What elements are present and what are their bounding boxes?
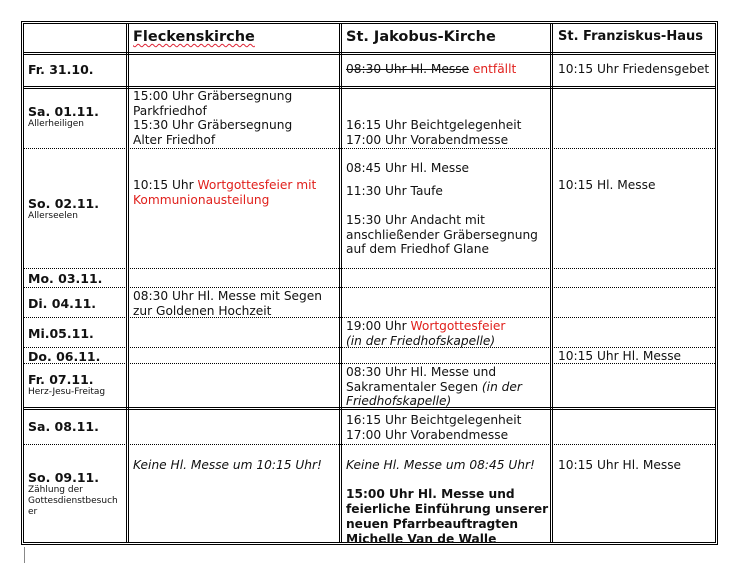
event-block [346, 413, 521, 442]
event-block [133, 89, 292, 147]
event-line [346, 319, 505, 334]
event-notice: Keine Hl. Messe um 08:45 Uhr! [346, 458, 535, 472]
day-label: So. 09.11. [28, 470, 99, 485]
event-line: 16:15 Uhr Beichtgelegenheit [346, 413, 522, 427]
event-highlight: Kommunionausteilung [133, 192, 270, 207]
day-note: Gottesdienstbesuch [28, 496, 118, 506]
day-label: So. 02.11. [28, 196, 99, 211]
event-line: zur Goldenen Hochzeit [133, 303, 272, 318]
day-label: Mi.05.11. [28, 326, 94, 341]
day-note: Allerheiligen [28, 119, 84, 129]
event-line: 15:30 Uhr Andacht mit [346, 213, 485, 227]
event-line: Parkfriedhof [133, 103, 207, 118]
event-line: neuen Pfarrbeauftragten [346, 517, 519, 531]
day-cell [28, 372, 105, 398]
cancelled-note: entfällt [472, 62, 517, 76]
day-note: Herz-Jesu-Freitag [28, 387, 106, 397]
event-line: 15:00 Uhr Gräbersegnung [133, 89, 293, 103]
day-label: Fr. 31.10. [28, 62, 94, 77]
header-jakobus: St. Jakobus-Kirche [346, 29, 496, 45]
header-fleckenskirche [133, 28, 255, 46]
header-franziskus: St. Franziskus-Haus [558, 29, 703, 44]
row-divider [24, 444, 715, 445]
day-label: Mo. 03.11. [28, 271, 103, 286]
event-highlight: Wortgottesfeier mit [197, 178, 317, 192]
event-line: 08:30 Uhr Hl. Messe mit Segen [133, 289, 323, 303]
event-location: (in der [481, 379, 522, 394]
event: 10:15 Hl. Messe [558, 178, 656, 192]
row-divider [24, 287, 715, 288]
day-cell [28, 104, 99, 130]
event: 11:30 Uhr Taufe [346, 184, 443, 198]
event-line: Michelle Van de Walle [346, 532, 497, 546]
event-time: 10:15 Uhr [133, 178, 194, 192]
event-block [133, 178, 316, 207]
day-note: Zählung der [28, 485, 83, 495]
event-cancelled [346, 62, 516, 77]
day-cell [28, 470, 118, 518]
event-block [346, 487, 548, 547]
column-divider [126, 24, 129, 542]
event: 08:45 Uhr Hl. Messe [346, 161, 470, 175]
row-divider [24, 52, 715, 55]
event-line: 17:00 Uhr Vorabendmesse [346, 427, 509, 442]
event-block [346, 213, 538, 257]
event-location: Friedhofskapelle) [346, 394, 452, 408]
day-note: Allerseelen [28, 211, 78, 221]
event-block [346, 365, 522, 409]
event-line: Alter Friedhof [133, 132, 216, 147]
event-line: 17:00 Uhr Vorabendmesse [346, 132, 509, 147]
event: 10:15 Uhr Hl. Messe [558, 349, 682, 363]
event: 10:15 Uhr Friedensgebet [558, 62, 710, 76]
column-divider [550, 24, 553, 542]
row-divider [24, 86, 715, 89]
event: 10:15 Uhr Hl. Messe [558, 458, 682, 472]
event-block [133, 289, 322, 318]
event-location: (in der Friedhofskapelle) [346, 333, 496, 348]
row-divider [24, 268, 715, 269]
column-divider [339, 24, 342, 542]
day-label: Sa. 01.11. [28, 104, 99, 119]
day-label: Sa. 08.11. [28, 419, 99, 434]
event-line: 16:15 Uhr Beichtgelegenheit [346, 118, 522, 132]
event-text: Sakramentaler Segen [346, 379, 479, 394]
event-block [346, 319, 505, 348]
day-note: er [28, 507, 38, 517]
header-text: Fleckenskirche [133, 29, 255, 45]
row-divider [24, 317, 715, 318]
event-time: 19:00 Uhr [346, 319, 407, 333]
event-line: feierliche Einführung unserer [346, 502, 549, 516]
day-label: Fr. 07.11. [28, 372, 94, 387]
text-cursor [24, 547, 25, 563]
event-block [346, 118, 521, 147]
event-line [346, 380, 522, 395]
cancelled-event: 08:30 Uhr Hl. Messe [346, 62, 470, 76]
day-label: Di. 04.11. [28, 296, 97, 311]
row-divider [24, 148, 715, 149]
event-line: 08:30 Uhr Hl. Messe und [346, 365, 497, 379]
event-line: 15:30 Uhr Gräbersegnung [133, 118, 293, 132]
event-line: 15:00 Uhr Hl. Messe und [346, 487, 515, 501]
event-line [133, 178, 316, 193]
day-cell [28, 196, 99, 222]
event-highlight: Wortgottesfeier [410, 319, 506, 333]
event-line: auf dem Friedhof Glane [346, 242, 489, 256]
event-notice: Keine Hl. Messe um 10:15 Uhr! [133, 458, 322, 472]
day-label: Do. 06.11. [28, 349, 101, 364]
event-line: anschließender Gräbersegnung [346, 227, 538, 242]
